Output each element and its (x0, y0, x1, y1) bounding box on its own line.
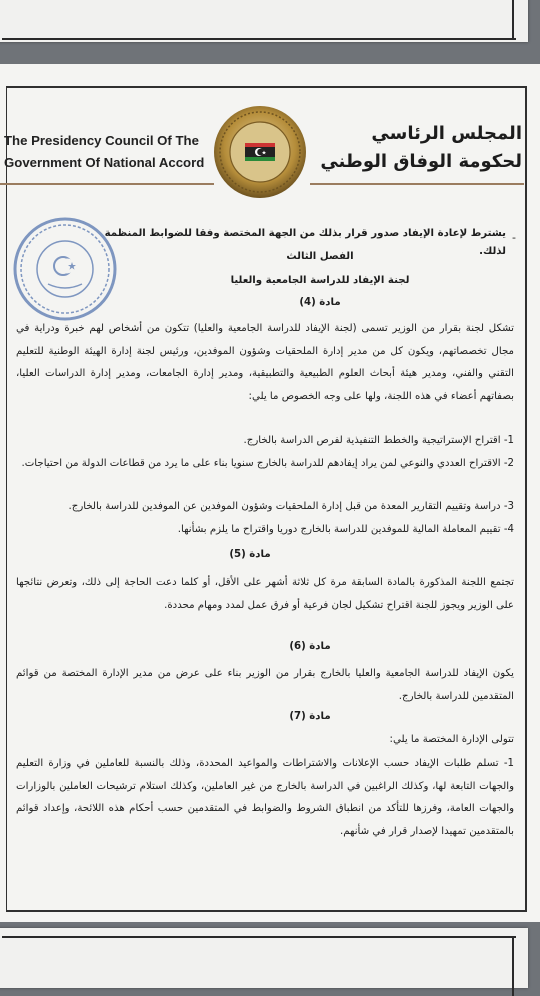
page-border-line (512, 936, 514, 996)
header-rule-right (310, 183, 524, 185)
intro-bullet: يشترط لإعادة الإيفاد صدور قرار بذلك من الجهة المختصة وفقا للضوابط المنظمة لذلك. (104, 228, 506, 257)
article-4-title: مادة (4) (299, 297, 341, 308)
article-7-intro: تتولى الإدارة المختصة ما يلي: (389, 734, 514, 745)
article-7-item: 1- تسلم طلبات الإيفاد حسب الإعلانات والاشتراطات والمواعيد المحددة، وذلك بالنسبة للعاملين في وزارة التعليم والجهات التابعة لها، وكذلك الراغبين في الدراسة بالخارج من غير العاملين، وكذلك استلام ترشيحات العاملين بالوزارات والجهات العامة، وفرزها للتأكد من انطباق الشروط والضوابط في المتقدمين حسب أحكام هذه اللائحة، وإعداد قوائم بالمتقدمين تمهيدا لإصدار قرار في شأنهم. (16, 758, 514, 837)
article-6-text: يكون الإيفاد للدراسة الجامعية والعليا بالخارج بقرار من الوزير بناء على عرض من مدير الإدارة المختصة من قوائم المتقدمين للدراسة بالخارج. (16, 668, 514, 702)
page-border-line (2, 38, 516, 40)
article-6-title: مادة (6) (289, 641, 331, 652)
article-5-text: تجتمع اللجنة المذكورة بالمادة السابقة مرة كل ثلاثة أشهر على الأقل، أو كلما دعت الحاجة إلى ذلك، وتعرض نتائجها على الوزير ويجوز للجنة اقتراح تشكيل لجان فرعية أو فرق عمل لمدد ومهام محددة. (16, 577, 514, 611)
article-4-item: 3- دراسة وتقييم التقارير المعدة من قبل إدارة الملحقيات وشؤون الموفدين عن الموفدين للدراسة بالخارج. (68, 501, 514, 512)
article-4-item: 4- تقييم المعاملة المالية للموفدين للدراسة بالخارج دوريا واقتراح ما يلزم بشأنها. (177, 524, 514, 535)
gna-emblem-icon (212, 104, 308, 200)
header-english-line2: Government Of National Accord (4, 155, 205, 170)
header-arabic (292, 120, 522, 176)
page-border-line (2, 936, 516, 938)
header-arabic-line2: لحكومة الوفاق الوطني (320, 151, 522, 172)
article-4-text: تشكل لجنة بقرار من الوزير تسمى (لجنة الإيفاد للدراسة الجامعية والعليا) تتكون من أشخاص لهم خبرة ودراية في مجال تخصصاتهم، ويكون كل من مدير إدارة الملحقيات وشؤون الموفدين، ورئيس لجنة إدارة الهيئة الوطنية للتعليم التقني والفني، ومدير هيئة أبحاث العلوم الطبيعية والتطبيقية، ومدير إدارة الجامعات، ومدير إدارة الدراسات العليا، بصفاتهم أعضاء في هذه اللجنة، ولها على وجه الخصوص ما يلي: (16, 323, 514, 402)
header-english-line1: The Presidency Council Of The (4, 133, 199, 148)
chapter-title: الفصل الثالث (286, 251, 354, 262)
previous-page-fragment (0, 0, 528, 42)
header-arabic-line1: المجلس الرئاسي (371, 123, 522, 144)
bullet-marker: - (512, 231, 516, 244)
chapter-subtitle: لجنة الإيفاد للدراسة الجامعية والعليا (230, 275, 410, 286)
article-5-title: مادة (5) (229, 549, 271, 560)
header-english (4, 130, 214, 174)
page-border-line (512, 0, 514, 40)
next-page-fragment (0, 928, 528, 988)
article-4-item: 2- الاقتراح العددي والنوعي لمن يراد إيفادهم للدراسة بالخارج سنويا بناء على ما يرد من قطاعات الدولة من احتياجات. (21, 458, 514, 469)
header-rule-left (0, 183, 214, 185)
article-4-item: 1- اقتراح الإستراتيجية والخطط التنفيذية لفرص الدراسة بالخارج. (243, 435, 514, 446)
article-7-title: مادة (7) (289, 711, 331, 722)
